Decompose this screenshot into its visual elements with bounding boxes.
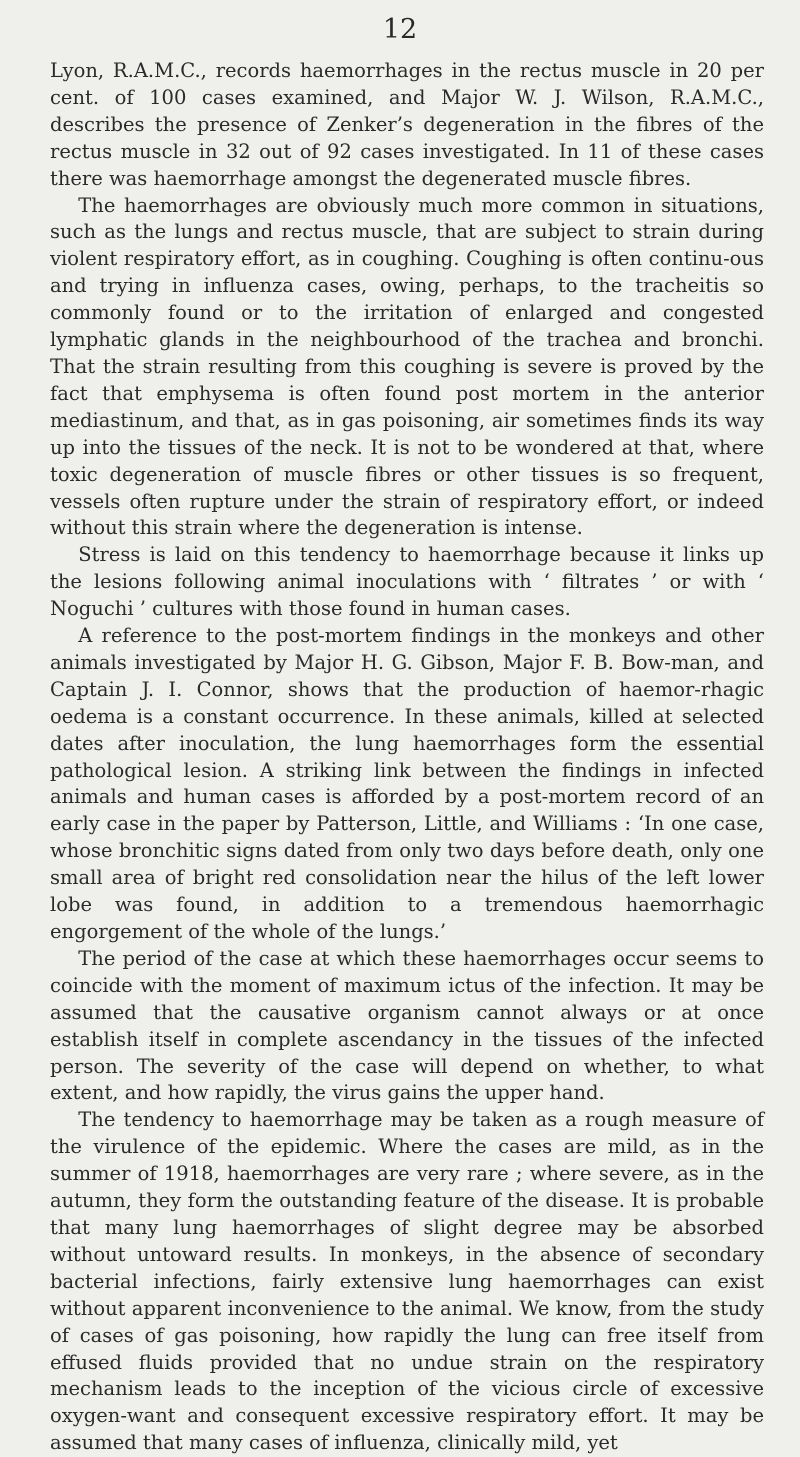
body-text bbox=[50, 58, 764, 1457]
paragraph-4: A reference to the post-mortem findings in the monkeys and other animals investigated by Major H. G. Gibson, Major F. B. Bow-man, and Captain J. I. Connor, shows that the production of haemor-rhagic oedema is a constant occurrence. In these animals, killed at selected dates after inoculation, the lung haemorrhages form the essential pathological lesion. A striking link between the findings in infected animals and human cases is afforded by a post-mortem record of an early case in the paper by Patterson, Little, and Williams : ‘In one case, whose bronchitic signs dated from only two days before death, only one small area of bright red consolidation near the hilus of the left lower lobe was found, in addition to a tremendous haemorrhagic engorgement of the whole of the lungs.’ bbox=[50, 624, 764, 943]
paragraph-3: Stress is laid on this tendency to haemorrhage because it links up the lesions following animal inoculations with ‘ filtrates ’ or with ‘ Noguchi ’ cultures with those found in human cases. bbox=[50, 543, 764, 621]
paragraph-2: The haemorrhages are obviously much more common in situations, such as the lungs and rectus muscle, that are subject to strain during violent respiratory effort, as in coughing. Coughing is often continu-ous and trying in influenza cases, owing, perhaps, to the tracheitis so commonly found or to the irritation of enlarged and congested lymphatic glands in the neighbourhood of the trachea and bronchi. That the strain resulting from this coughing is severe is proved by the fact that emphysema is often found post mortem in the anterior mediastinum, and that, as in gas poisoning, air sometimes finds its way up into the tissues of the neck. It is not to be wondered at that, where toxic degeneration of muscle fibres or other tissues is so frequent, vessels often rupture under the strain of respiratory effort, or indeed without this strain where the degeneration is intense. bbox=[50, 193, 764, 540]
page-number: 12 bbox=[382, 14, 418, 45]
paragraph-6: The tendency to haemorrhage may be taken as a rough measure of the virulence of the epidemic. Where the cases are mild, as in the summer of 1918, haemorrhages are very rare ; where severe, as in the autumn, they form the outstanding feature of the disease. It is probable that many lung haemorrhages of slight degree may be absorbed without untoward results. In monkeys, in the absence of secondary bacterial infections, fairly extensive lung haemorrhages can exist without apparent inconvenience to the animal. We know, from the study of cases of gas poisoning, how rapidly the lung can free itself from effused fluids provided that no undue strain on the respiratory mechanism leads to the inception of the vicious circle of excessive oxygen-want and consequent excessive respiratory effort. It may be assumed that many cases of influenza, clinically mild, yet bbox=[50, 1108, 764, 1455]
paragraph-1: Lyon, R.A.M.C., records haemorrhages in the rectus muscle in 20 per cent. of 100 cases examined, and Major W. J. Wilson, R.A.M.C., describes the presence of Zenker’s degeneration in the fibres of the rectus muscle in 32 out of 92 cases investigated. In 11 of these cases there was haemorrhage amongst the degenerated muscle fibres. bbox=[50, 59, 764, 190]
paragraph-5: The period of the case at which these haemorrhages occur seems to coincide with the moment of maximum ictus of the infection. It may be assumed that the causative organism cannot always or at once establish itself in complete ascendancy in the tissues of the infected person. The severity of the case will depend on whether, to what extent, and how rapidly, the virus gains the upper hand. bbox=[50, 946, 764, 1105]
